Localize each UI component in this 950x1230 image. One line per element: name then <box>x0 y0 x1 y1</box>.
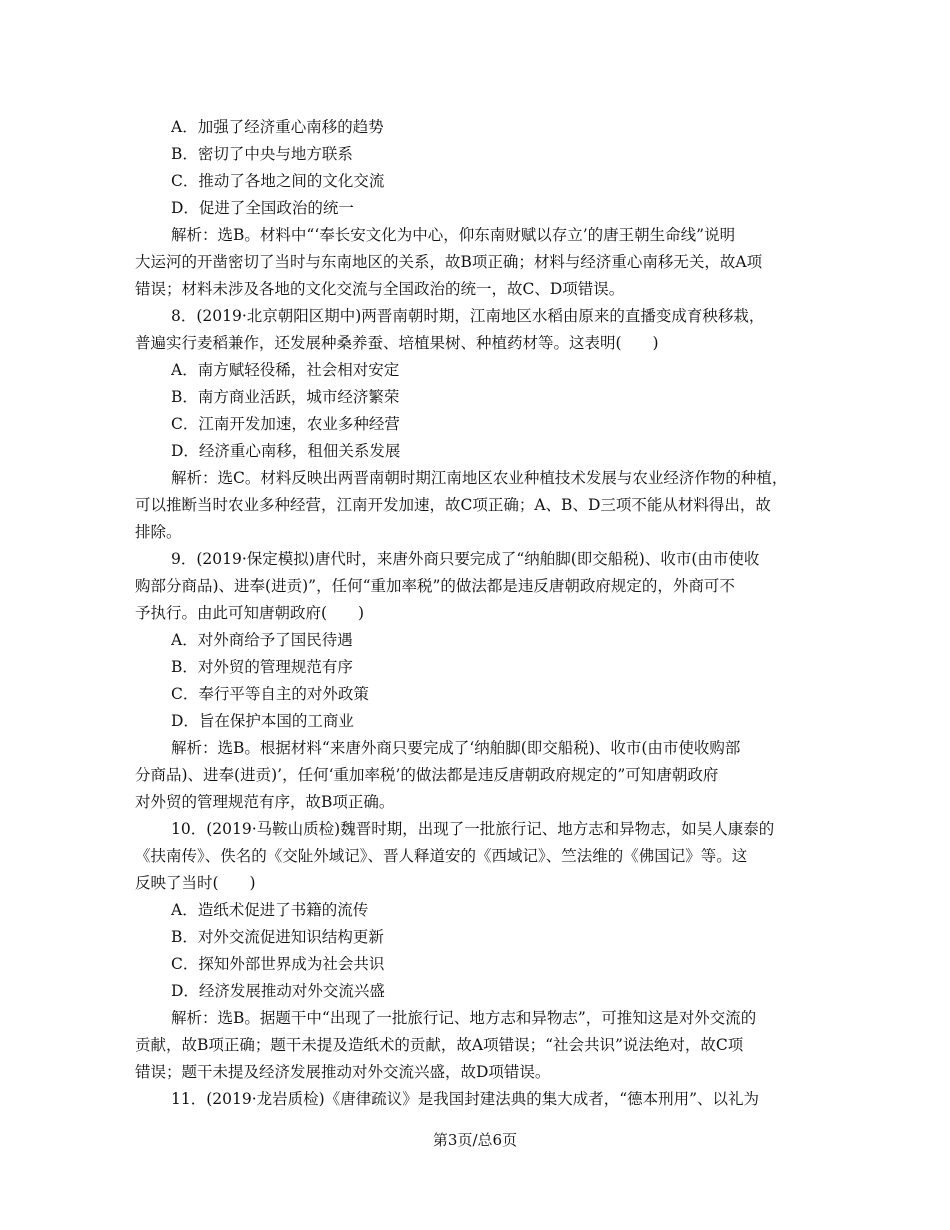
option-line: A．造纸术促进了书籍的流传 <box>171 901 369 919</box>
question-line: 予执行。由此可知唐朝政府( ) <box>135 604 365 622</box>
option-line: D．促进了全国政治的统一 <box>171 199 354 217</box>
analysis-line: 可以推断当时农业多种经营，江南开发加速，故C项正确；A、B、D三项不能从材料得出，故 <box>135 496 771 514</box>
question-line: 反映了当时( ) <box>135 874 256 892</box>
question-line: 普遍实行麦稻兼作，还发展种桑养蚕、培植果树、种植药材等。这表明( ) <box>135 334 659 352</box>
option-line: C．奉行平等自主的对外政策 <box>171 685 369 703</box>
analysis-line: 贡献，故B项正确；题干未提及造纸术的贡献，故A项错误；“社会共识”说法绝对，故C项 <box>135 1036 744 1054</box>
option-line: B．密切了中央与地方联系 <box>171 145 353 163</box>
option-line: D．经济发展推动对外交流兴盛 <box>171 982 385 1000</box>
analysis-line: 错误；材料未涉及各地的文化交流与全国政治的统一，故C、D项错误。 <box>135 280 625 298</box>
question-line: 购部分商品)、进奉(进贡)”，任何“重加率税”的做法都是违反唐朝政府规定的，外商可不 <box>135 577 735 595</box>
analysis-line: 对外贸的管理规范有序，故B项正确。 <box>135 793 395 811</box>
question-line: 《扶南传》、佚名的《交阯外域记》、晋人释道安的《西域记》、竺法维的《佛国记》等。这 <box>135 847 748 865</box>
option-line: B．南方商业活跃，城市经济繁荣 <box>171 388 400 406</box>
analysis-line: 大运河的开凿密切了当时与东南地区的关系，故B项正确；材料与经济重心南移无关，故A项 <box>135 253 763 271</box>
option-line: A．加强了经济重心南移的趋势 <box>171 118 384 136</box>
page-footer: 第3页/总6页 <box>432 1131 518 1149</box>
analysis-line: 排除。 <box>135 523 182 541</box>
question-line: 10．(2019·马鞍山质检)魏晋时期，出现了一批旅行记、地方志和异物志，如吴人康泰的 <box>171 820 775 838</box>
question-line: 9．(2019·保定模拟)唐代时，来唐外商只要完成了“纳舶脚(即交船税)、收市(由市使收 <box>171 550 760 568</box>
analysis-line: 解析：选C。材料反映出两晋南朝时期江南地区农业种植技术发展与农业经济作物的种植， <box>171 469 788 487</box>
analysis-line: 错误；题干未提及经济发展推动对外交流兴盛，故D项错误。 <box>135 1063 551 1081</box>
option-line: C．推动了各地之间的文化交流 <box>171 172 385 190</box>
option-line: B．对外贸的管理规范有序 <box>171 658 353 676</box>
question-line: 11．(2019·龙岩质检)《唐律疏议》是我国封建法典的集大成者，“德本刑用”、以礼为 <box>171 1090 760 1108</box>
option-line: A．对外商给予了国民待遇 <box>171 631 353 649</box>
analysis-line: 分商品)、进奉(进贡)’，任何‘重加率税’的做法都是违反唐朝政府规定的”可知唐朝政府 <box>135 766 719 784</box>
option-line: D．旨在保护本国的工商业 <box>171 712 354 730</box>
option-line: C．江南开发加速，农业多种经营 <box>171 415 400 433</box>
option-line: D．经济重心南移，租佃关系发展 <box>171 442 401 460</box>
question-line: 8．(2019·北京朝阳区期中)两晋南朝时期，江南地区水稻由原来的直播变成育秧移栽， <box>171 307 765 325</box>
analysis-line: 解析：选B。据题干中“出现了一批旅行记、地方志和异物志”，可推知这是对外交流的 <box>171 1009 757 1027</box>
option-line: B．对外交流促进知识结构更新 <box>171 928 384 946</box>
analysis-line: 解析：选B。根据材料“来唐外商只要完成了‘纳舶脚(即交船税)、收市(由市使收购部 <box>171 739 741 757</box>
analysis-line: 解析：选B。材料中“‘奉长安文化为中心，仰东南财赋以存立’的唐王朝生命线”说明 <box>171 226 736 244</box>
option-line: A．南方赋轻役稀，社会相对安定 <box>171 361 400 379</box>
option-line: C．探知外部世界成为社会共识 <box>171 955 385 973</box>
